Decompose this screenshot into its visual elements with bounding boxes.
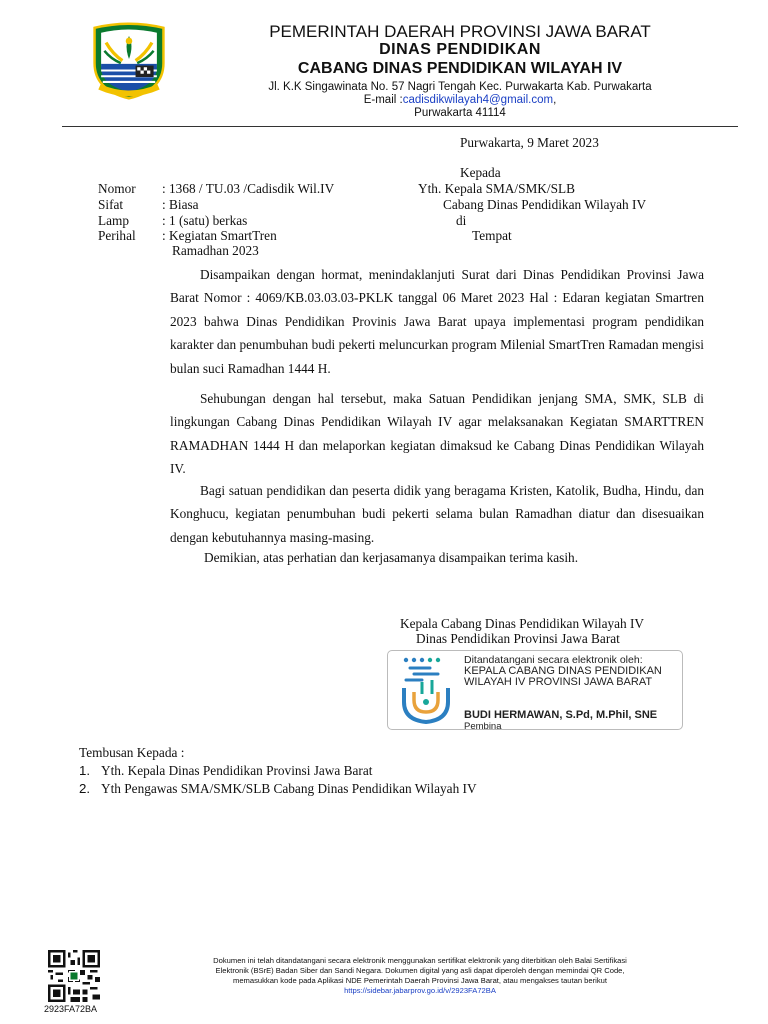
recipient-line-2: Cabang Dinas Pendidikan Wilayah IV [443, 197, 647, 212]
verification-qr-code[interactable] [48, 950, 100, 1002]
footer-verification-link[interactable]: https://sidebar.jabarprov.go.id/v/2923FA72BA [344, 986, 496, 995]
tembusan-item-number: 1. [79, 763, 91, 778]
body-paragraph-4 [170, 546, 704, 569]
tembusan-item [79, 763, 372, 779]
esign-caption: Ditandatangani secara elektronik oleh: [464, 654, 643, 666]
letterhead-city-zip: Purwakarta 41114 [414, 107, 506, 119]
sifat-label: Sifat [98, 197, 124, 212]
lamp-value: : 1 (satu) berkas [162, 213, 248, 228]
body-paragraph-4-text: Demikian, atas perhatian dan kerjasamanya disampaikan terima kasih. [204, 550, 579, 565]
recipient-line-3: di [456, 213, 467, 228]
tembusan-item-number: 2. [79, 781, 91, 796]
footer-line-3: memasukkan kode pada Aplikasi NDE Pemerintah Daerah Provinsi Jawa Barat, atau mengakses tautan berikut [233, 976, 607, 985]
letterhead-address: Jl. K.K Singawinata No. 57 Nagri Tengah Kec. Purwakarta Kab. Purwakarta [268, 81, 652, 93]
jawa-barat-emblem-logo [88, 18, 170, 100]
body-paragraph-2-text: Sehubungan dengan hal tersebut, maka Satuan Pendidikan jenjang SMA, SMK, SLB di lingkungan Cabang Dinas Pendidikan Wilayah IV agar melaksanakan Kegiatan SMARTTREN RAMADHAN 1444 H dan melaporkan kegiatan dimaksud ke Cabang Dinas Pendidikan Wilayah IV. [170, 391, 704, 477]
tembusan-item [79, 781, 477, 797]
nomor-value: : 1368 / TU.03 /Cadisdik Wil.IV [162, 181, 335, 196]
body-paragraph-1-text: Disampaikan dengan hormat, menindaklanjuti Surat dari Dinas Pendidikan Provinsi Jawa Barat Nomor : 4069/KB.03.03.03-PKLK tanggal 06 Maret 2023 Hal : Edaran kegiatan Smartren 2023 bahwa Dinas Pendidikan Provinis Jawa Barat upaya implementasi program pendidikan karakter dan penumbuhan budi pekerti meluncurkan program Milenial SmartTren Ramadan mengisi bulan suci Ramadhan 1444 H. [170, 267, 704, 376]
body-paragraph-1 [170, 263, 704, 380]
signatory-name: BUDI HERMAWAN, S.Pd, M.Phil, SNE [464, 709, 658, 721]
bsre-signature-icon [398, 654, 454, 728]
tembusan-heading: Tembusan Kepada : [79, 745, 185, 760]
letterhead-divider [62, 126, 738, 127]
sifat-value: : Biasa [162, 197, 199, 212]
tembusan-item-text: Yth Pengawas SMA/SMK/SLB Cabang Dinas Pendidikan Wilayah IV [101, 781, 477, 796]
nomor-label: Nomor [98, 181, 136, 196]
perihal-value-continued: Ramadhan 2023 [172, 243, 259, 258]
letterhead-government: PEMERINTAH DAERAH PROVINSI JAWA BARAT [269, 22, 651, 41]
body-paragraph-3 [170, 479, 704, 549]
tembusan-item-text: Yth. Kepala Dinas Pendidikan Provinsi Jawa Barat [101, 763, 373, 778]
email-suffix: , [553, 94, 557, 106]
email-link[interactable]: cadisdikwilayah4@gmail.com [402, 94, 554, 106]
recipient-line-4: Tempat [472, 228, 512, 243]
body-paragraph-3-text: Bagi satuan pendidikan dan peserta didik yang beragama Kristen, Katolik, Budha, Hindu, dan Konghucu, kegiatan penumbuhan budi pekerti selama bulan Ramadhan diatur dan disesuaikan dengan kebutuhannya masing-masing. [170, 483, 704, 545]
esign-position-line-1: KEPALA CABANG DINAS PENDIDIKAN [464, 665, 662, 677]
esign-position-line-2: WILAYAH IV PROVINSI JAWA BARAT [464, 676, 653, 688]
signatory-rank: Pembina [464, 721, 502, 732]
signatory-title-2: Dinas Pendidikan Provinsi Jawa Barat [416, 631, 620, 646]
recipient-kepada: Kepada [460, 165, 501, 180]
letter-date: Purwakarta, 9 Maret 2023 [460, 135, 599, 150]
lamp-label: Lamp [98, 213, 130, 228]
body-paragraph-2 [170, 387, 704, 481]
letterhead-email-line [190, 94, 730, 106]
footer-line-1: Dokumen ini telah ditandatangani secara elektronik menggunakan sertifikat elektronik yang diterbitkan oleh Balai Sertifikasi [213, 956, 627, 965]
perihal-value: : Kegiatan SmartTren [162, 228, 277, 243]
letterhead-branch: CABANG DINAS PENDIDIKAN WILAYAH IV [297, 60, 623, 77]
perihal-label: Perihal [98, 228, 136, 243]
email-label: E-mail : [363, 94, 403, 106]
recipient-line-1: Yth. Kepala SMA/SMK/SLB [418, 181, 575, 196]
letterhead-department: DINAS PENDIDIKAN [379, 41, 541, 58]
footer-line-2: Elektronik (BSrE) Badan Siber dan Sandi Negara. Dokumen digital yang asli dapat diperoleh dengan memindai QR Code, [215, 966, 625, 975]
signatory-title-1: Kepala Cabang Dinas Pendidikan Wilayah IV [400, 616, 645, 631]
qr-code-id: 2923FA72BA [44, 1004, 98, 1014]
